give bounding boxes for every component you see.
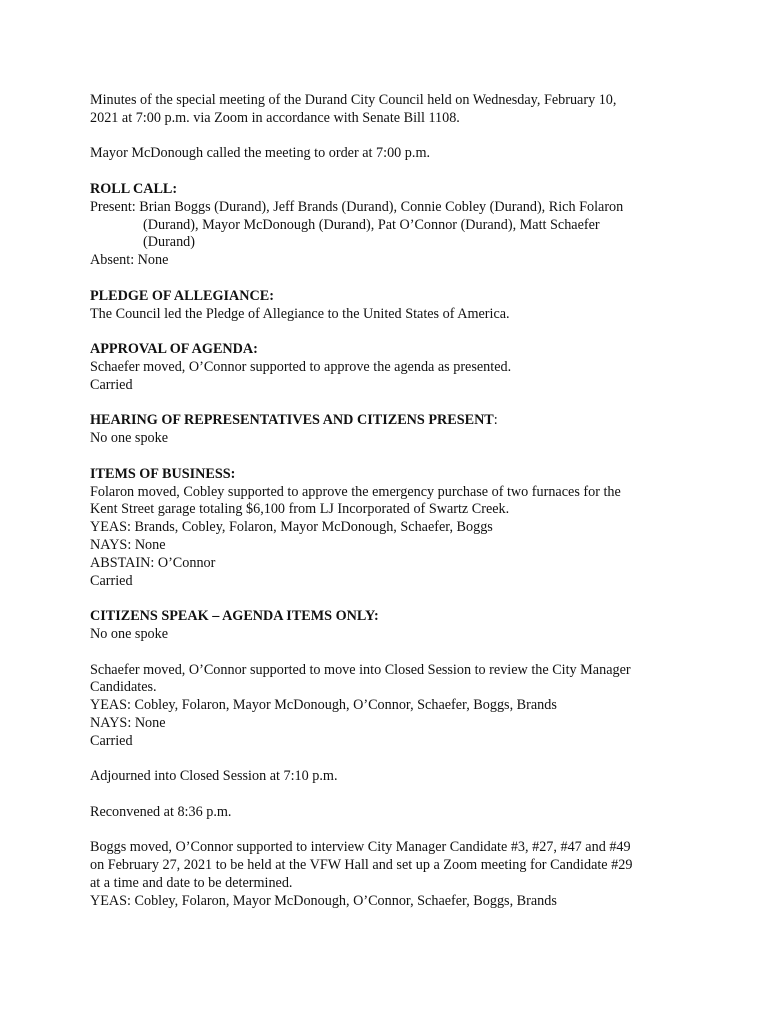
business-line: ABSTAIN: O’Connor xyxy=(90,554,216,571)
interview-line: Boggs moved, O’Connor supported to interview City Manager Candidate #3, #27, #47 and #49 xyxy=(90,839,631,856)
hearing-text: No one spoke xyxy=(90,430,169,447)
interview-motion xyxy=(90,839,690,910)
business-line: Folaron moved, Cobley supported to approve the emergency purchase of two furnaces for the xyxy=(90,483,621,500)
hearing-heading-colon: : xyxy=(493,412,498,429)
business-line: YEAS: Brands, Cobley, Folaron, Mayor McDonough, Schaefer, Boggs xyxy=(90,519,493,536)
roll-call-heading: ROLL CALL: xyxy=(90,180,178,197)
business-line: Carried xyxy=(90,572,133,589)
closed-session-line: YEAS: Cobley, Folaron, Mayor McDonough, O’Connor, Schaefer, Boggs, Brands xyxy=(90,697,557,714)
reconvened-paragraph xyxy=(90,804,690,822)
intro-line: Minutes of the special meeting of the Durand City Council held on Wednesday, February 10, xyxy=(90,92,617,108)
call-to-order xyxy=(90,145,690,163)
pledge-heading: PLEDGE OF ALLEGIANCE: xyxy=(90,287,274,304)
hearing-section xyxy=(90,412,690,448)
hearing-heading: HEARING OF REPRESENTATIVES AND CITIZENS PRESENT xyxy=(90,412,494,429)
business-section xyxy=(90,466,690,591)
adjourned-text: Adjourned into Closed Session at 7:10 p.m. xyxy=(90,768,338,785)
business-line: Kent Street garage totaling $6,100 from LJ Incorporated of Swartz Creek. xyxy=(90,501,510,518)
roll-call-present: Present: Brian Boggs (Durand), Jeff Brands (Durand), Connie Cobley (Durand), Rich Folaron xyxy=(90,198,624,215)
roll-call-absent: Absent: None xyxy=(90,252,169,269)
agenda-heading: APPROVAL OF AGENDA: xyxy=(90,341,258,358)
pledge-text: The Council led the Pledge of Allegiance to the United States of America. xyxy=(90,305,510,322)
agenda-line: Schaefer moved, O’Connor supported to approve the agenda as presented. xyxy=(90,358,512,375)
roll-call-present-continued: (Durand), Mayor McDonough (Durand), Pat O’Connor (Durand), Matt Schaefer xyxy=(143,216,600,233)
interview-line: YEAS: Cobley, Folaron, Mayor McDonough, O’Connor, Schaefer, Boggs, Brands xyxy=(90,892,557,909)
closed-session-line: NAYS: None xyxy=(90,714,166,731)
business-heading: ITEMS OF BUSINESS: xyxy=(90,465,236,482)
citizens-speak-section xyxy=(90,608,690,644)
closed-session-line: Carried xyxy=(90,732,133,749)
interview-line: at a time and date to be determined. xyxy=(90,875,293,892)
closed-session-motion xyxy=(90,662,690,751)
citizens-speak-heading: CITIZENS SPEAK – AGENDA ITEMS ONLY: xyxy=(90,608,379,625)
reconvened-text: Reconvened at 8:36 p.m. xyxy=(90,803,232,820)
intro-line: 2021 at 7:00 p.m. via Zoom in accordance with Senate Bill 1108. xyxy=(90,109,460,126)
agenda-section xyxy=(90,341,690,394)
call-to-order-text: Mayor McDonough called the meeting to order at 7:00 p.m. xyxy=(90,145,431,162)
intro-paragraph xyxy=(90,92,690,128)
adjourned-paragraph xyxy=(90,768,690,786)
roll-call-section xyxy=(90,181,690,270)
citizens-speak-text: No one spoke xyxy=(90,625,169,642)
roll-call-present-continued: (Durand) xyxy=(143,234,195,251)
interview-line: on February 27, 2021 to be held at the VFW Hall and set up a Zoom meeting for Candidate #29 xyxy=(90,857,633,874)
closed-session-line: Schaefer moved, O’Connor supported to move into Closed Session to review the City Manager xyxy=(90,661,631,678)
minutes-document xyxy=(90,92,690,928)
agenda-line: Carried xyxy=(90,376,133,393)
closed-session-line: Candidates. xyxy=(90,679,157,696)
business-line: NAYS: None xyxy=(90,536,166,553)
pledge-section xyxy=(90,288,690,324)
